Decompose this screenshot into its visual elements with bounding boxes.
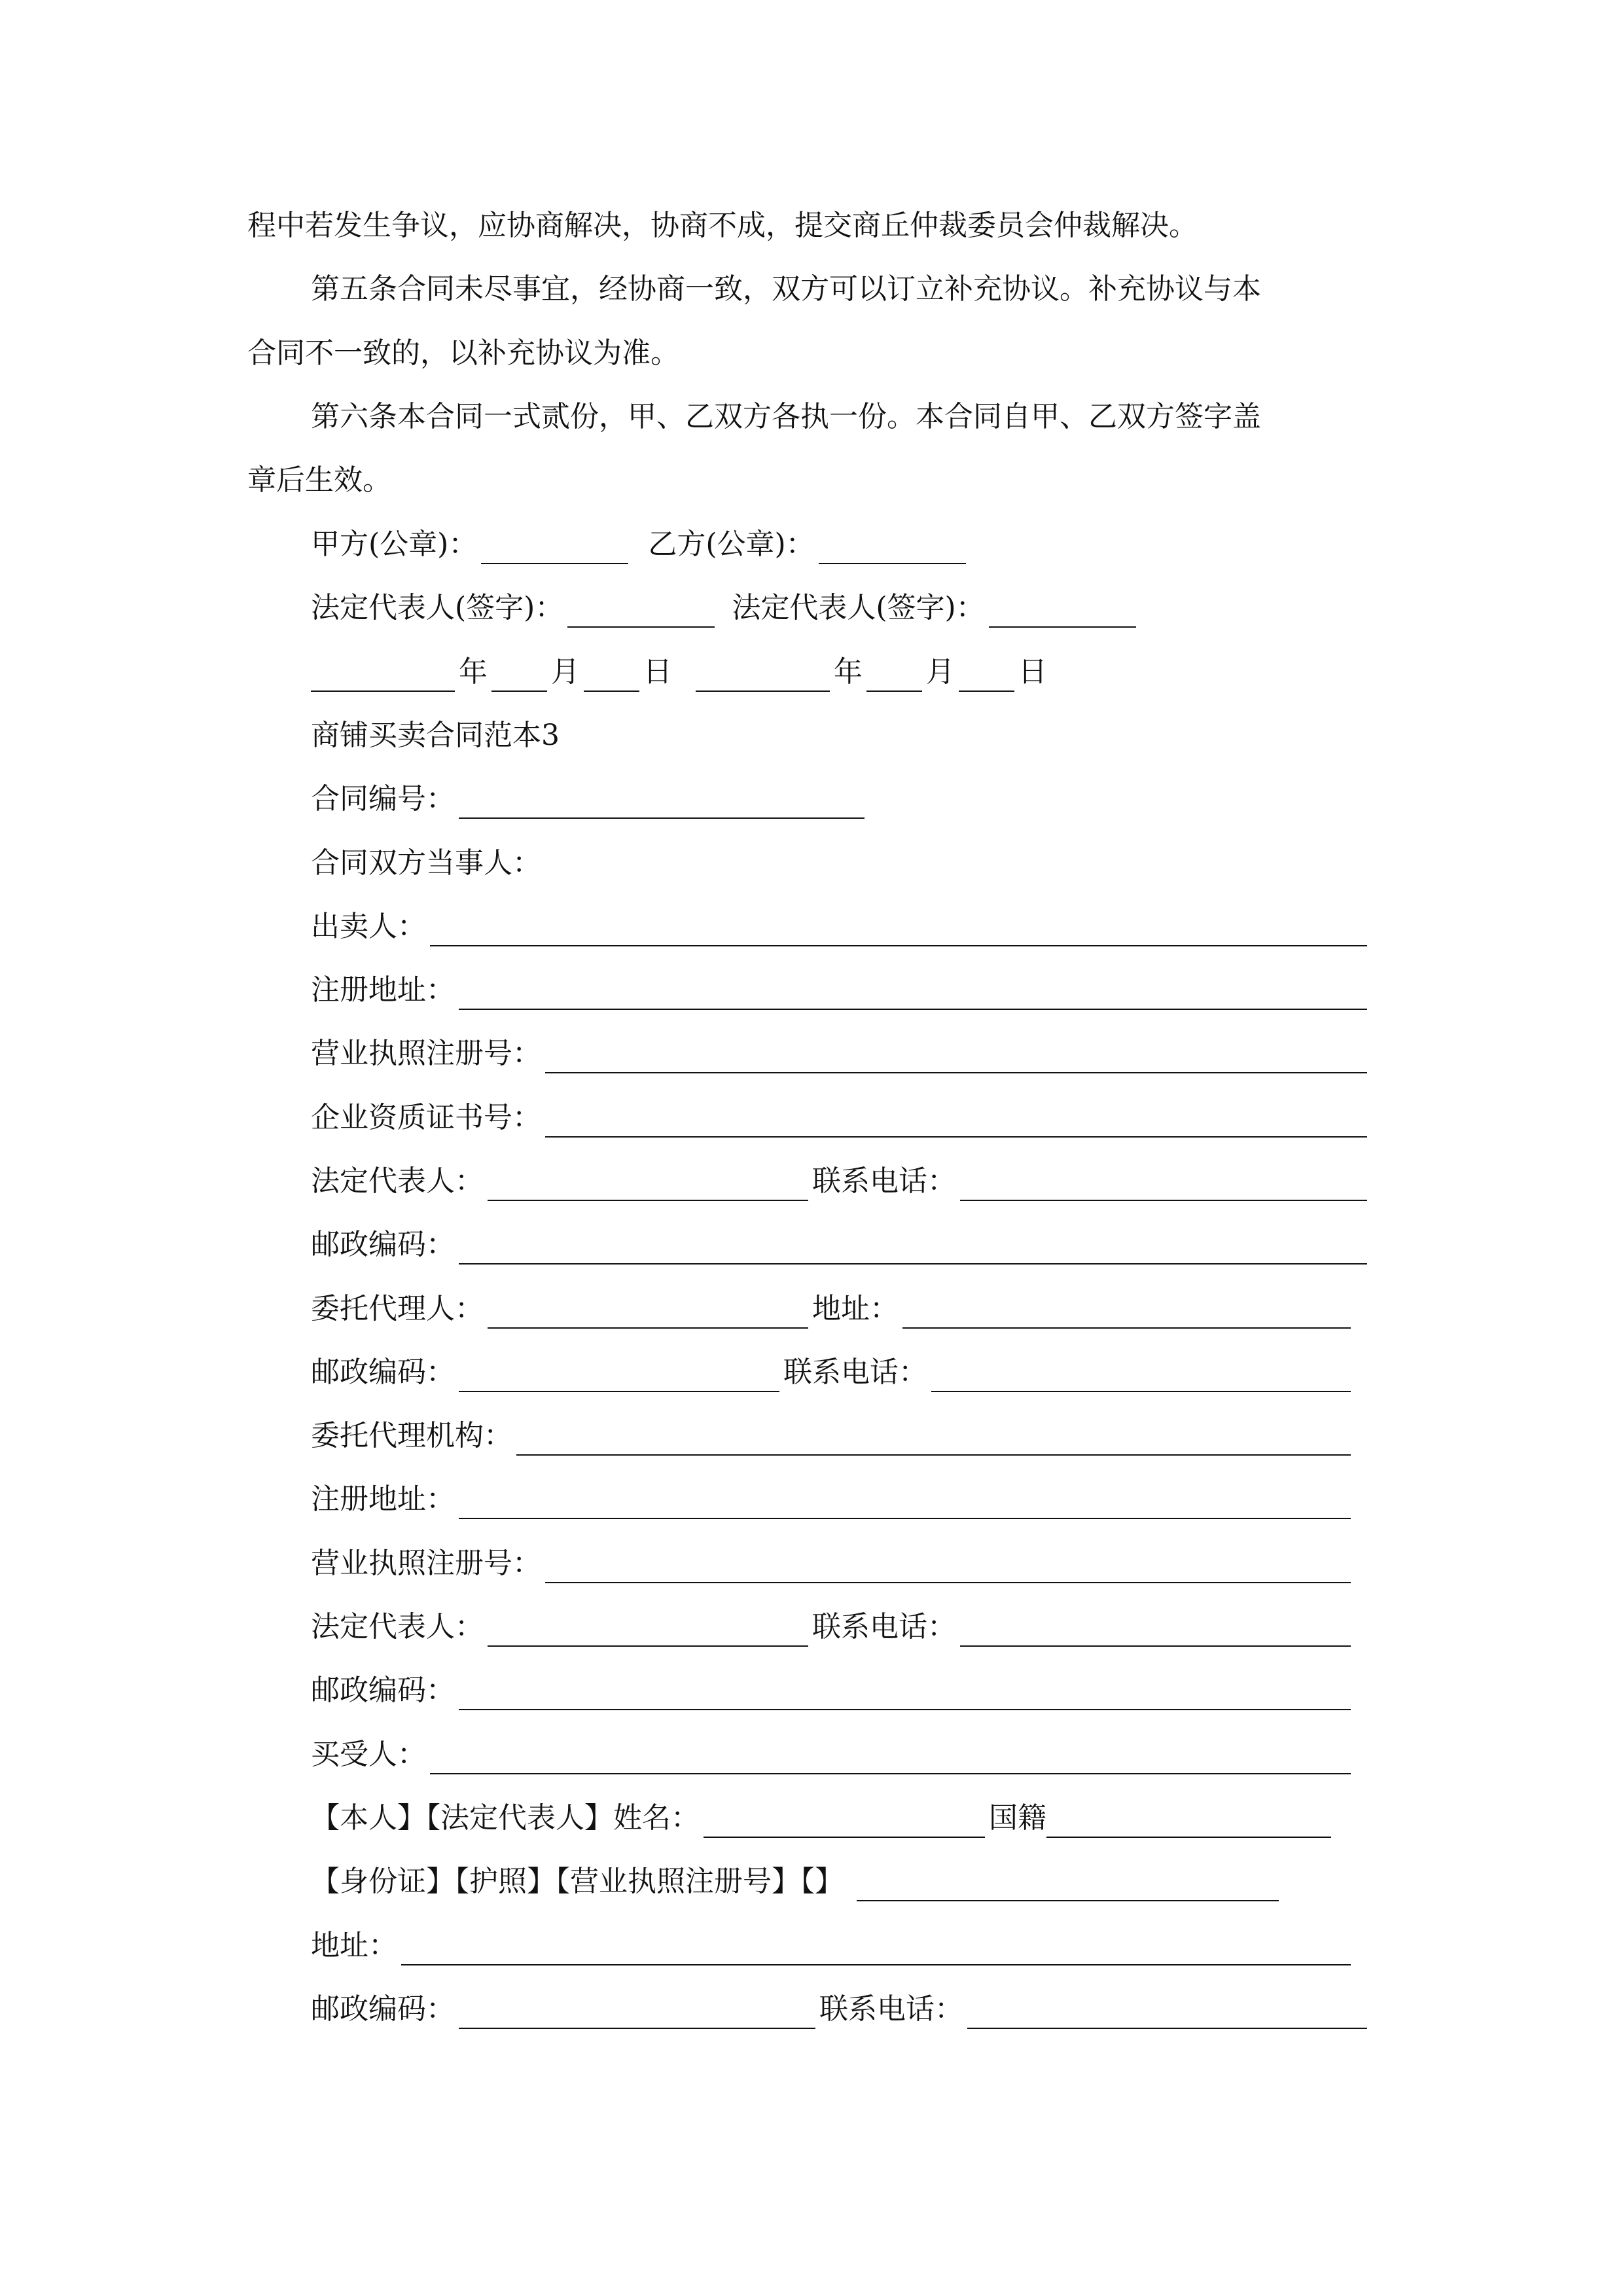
year-b-field[interactable]	[696, 660, 830, 692]
day-label: 日	[1018, 655, 1047, 689]
legal-rep-sign-b-field[interactable]	[989, 596, 1136, 628]
year-label: 年	[459, 655, 488, 689]
buyer-label: 买受人：	[311, 1738, 426, 1771]
legal-rep-sign-a-label: 法定代表人(签字)：	[311, 591, 564, 624]
license-line	[311, 1034, 1371, 1073]
qualification-field[interactable]	[545, 1106, 1367, 1138]
buyer-identity-label: 【本人】【法定代表人】姓名：	[311, 1801, 700, 1835]
buyer-name-field[interactable]	[704, 1806, 985, 1838]
seal-line	[311, 525, 1371, 564]
phone-label: 联系电话：	[819, 1992, 963, 2026]
address-field[interactable]	[902, 1297, 1351, 1329]
phone-field[interactable]	[931, 1361, 1351, 1392]
nationality-field[interactable]	[1046, 1806, 1331, 1838]
reg-address-label: 注册地址：	[311, 973, 455, 1007]
phone-field[interactable]	[960, 1615, 1351, 1647]
agent-line	[311, 1289, 1355, 1329]
buyer-line	[311, 1735, 1355, 1774]
contract-no-field[interactable]	[459, 787, 865, 819]
agency-field[interactable]	[516, 1424, 1351, 1456]
postcode-label: 邮政编码：	[311, 1355, 455, 1389]
phone-field[interactable]	[967, 1998, 1367, 2029]
legal-rep-sign-a-field[interactable]	[567, 596, 715, 628]
legal-rep-field[interactable]	[488, 1615, 808, 1647]
qualification-label: 企业资质证书号：	[311, 1101, 541, 1134]
text: 第五条合同未尽事宜，经协商一致，双方可以订立补充协议。补充协议与本	[311, 272, 1261, 306]
phone-label: 联系电话：	[783, 1355, 927, 1389]
agent-field[interactable]	[488, 1297, 808, 1329]
paragraph-line	[311, 397, 1371, 437]
party-b-seal-label: 乙方(公章)：	[648, 528, 815, 561]
party-b-seal-field[interactable]	[819, 533, 966, 564]
postcode-label: 邮政编码：	[311, 1992, 455, 2026]
party-a-seal-label: 甲方(公章)：	[311, 528, 478, 561]
legal-rep-sign-b-label: 法定代表人(签字)：	[732, 591, 985, 624]
day-a-field[interactable]	[584, 660, 639, 692]
paragraph-line	[247, 206, 1371, 245]
legal-rep-line	[311, 1607, 1355, 1647]
postcode-phone-line	[311, 1353, 1355, 1392]
postcode-field[interactable]	[459, 1233, 1367, 1265]
section-title	[311, 716, 1371, 755]
postcode-label: 邮政编码：	[311, 1228, 455, 1261]
license-line	[311, 1544, 1355, 1583]
phone-label: 联系电话：	[812, 1610, 956, 1643]
qualification-line	[311, 1098, 1371, 1138]
address-field[interactable]	[401, 1934, 1351, 1965]
signature-line	[311, 588, 1371, 628]
postcode-label: 邮政编码：	[311, 1674, 455, 1707]
address-line	[311, 1926, 1355, 1965]
agency-label: 委托代理机构：	[311, 1419, 512, 1452]
reg-address-line	[311, 1480, 1355, 1519]
text: 程中若发生争议，应协商解决，协商不成，提交商丘仲裁委员会仲裁解决。	[247, 209, 1198, 242]
postcode-field[interactable]	[459, 1998, 815, 2029]
text: 章后生效。	[247, 463, 391, 497]
text: 合同不一致的，以补充协议为准。	[247, 336, 679, 370]
buyer-field[interactable]	[430, 1743, 1351, 1774]
postcode-line	[311, 1671, 1355, 1710]
paragraph-line	[247, 461, 1371, 500]
id-number-field[interactable]	[857, 1870, 1279, 1901]
id-type-line	[311, 1862, 1283, 1901]
parties-label: 合同双方当事人：	[311, 846, 541, 880]
agent-label: 委托代理人：	[311, 1292, 484, 1325]
legal-rep-label: 法定代表人：	[311, 1164, 484, 1198]
phone-field[interactable]	[960, 1170, 1367, 1201]
year-a-field[interactable]	[311, 660, 455, 692]
legal-rep-line	[311, 1162, 1371, 1201]
day-b-field[interactable]	[959, 660, 1014, 692]
address-label: 地址：	[812, 1292, 899, 1325]
legal-rep-field[interactable]	[488, 1170, 808, 1201]
month-label: 月	[926, 655, 955, 689]
reg-address-label: 注册地址：	[311, 1482, 455, 1516]
seller-field[interactable]	[430, 915, 1367, 946]
nationality-label: 国籍	[989, 1801, 1046, 1835]
paragraph-line	[311, 270, 1371, 309]
party-a-seal-field[interactable]	[481, 533, 628, 564]
paragraph-line	[247, 334, 1371, 373]
reg-address-line	[311, 971, 1371, 1010]
business-license-label: 营业执照注册号：	[311, 1037, 541, 1070]
address-label: 地址：	[311, 1929, 397, 1962]
month-label: 月	[551, 655, 580, 689]
text: 第六条本合同一式贰份，甲、乙双方各执一份。本合同自甲、乙双方签字盖	[311, 400, 1261, 433]
postcode-field[interactable]	[459, 1361, 779, 1392]
business-license-label: 营业执照注册号：	[311, 1547, 541, 1580]
legal-rep-label: 法定代表人：	[311, 1610, 484, 1643]
phone-label: 联系电话：	[812, 1164, 956, 1198]
reg-address-field[interactable]	[459, 978, 1367, 1010]
seller-label: 出卖人：	[311, 910, 426, 943]
postcode-phone-line	[311, 1990, 1371, 2029]
business-license-field[interactable]	[545, 1552, 1351, 1583]
buyer-identity-line	[311, 1799, 1335, 1838]
seller-line	[311, 907, 1371, 946]
id-types-label: 【身份证】【护照】【营业执照注册号】【】	[311, 1865, 844, 1898]
month-b-field[interactable]	[866, 660, 922, 692]
month-a-field[interactable]	[491, 660, 547, 692]
business-license-field[interactable]	[545, 1042, 1367, 1073]
parties-line	[311, 844, 1371, 883]
section-title-text: 商铺买卖合同范本3	[311, 719, 560, 752]
day-label: 日	[643, 655, 672, 689]
reg-address-field[interactable]	[459, 1488, 1351, 1519]
date-line	[311, 653, 1371, 692]
contract-no-label: 合同编号：	[311, 782, 455, 816]
agency-line	[311, 1416, 1355, 1456]
year-label: 年	[834, 655, 863, 689]
postcode-line	[311, 1225, 1371, 1265]
contract-no-line	[311, 780, 1371, 819]
postcode-field[interactable]	[459, 1679, 1351, 1710]
